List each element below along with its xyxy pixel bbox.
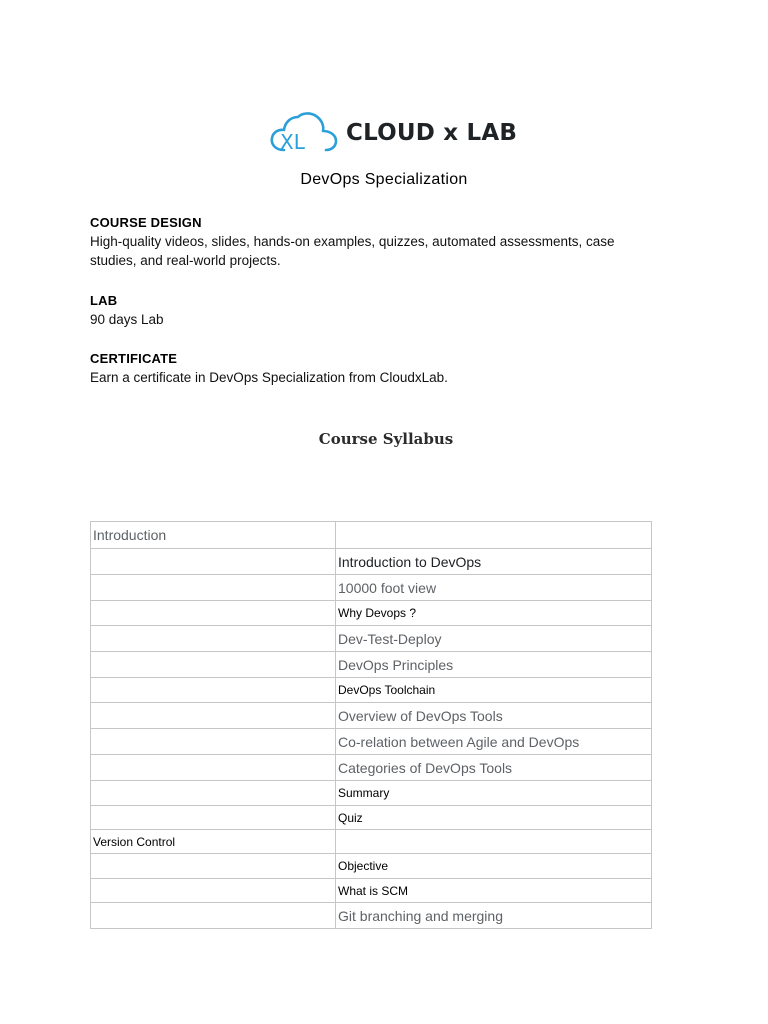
topic-cell: DevOps Toolchain bbox=[336, 678, 652, 703]
table-row bbox=[91, 575, 652, 601]
topic-cell: Overview of DevOps Tools bbox=[336, 703, 652, 729]
topic-cell: Git branching and merging bbox=[336, 903, 652, 929]
module-cell bbox=[91, 601, 336, 626]
lab-section bbox=[90, 291, 650, 329]
section-heading: COURSE DESIGN bbox=[90, 215, 202, 230]
section-heading: LAB bbox=[90, 293, 118, 308]
module-cell bbox=[91, 729, 336, 755]
table-row bbox=[91, 755, 652, 781]
topic-cell: Categories of DevOps Tools bbox=[336, 755, 652, 781]
topic-cell: Introduction to DevOps bbox=[336, 549, 652, 575]
table-row bbox=[91, 879, 652, 903]
module-cell bbox=[91, 678, 336, 703]
topic-cell: Objective bbox=[336, 854, 652, 879]
page-title: DevOps Specialization bbox=[300, 171, 468, 188]
module-cell bbox=[91, 879, 336, 903]
table-row bbox=[91, 854, 652, 879]
section-text: Earn a certificate in DevOps Specialization from CloudxLab. bbox=[90, 370, 448, 385]
module-cell: Version Control bbox=[91, 830, 336, 854]
module-cell bbox=[91, 575, 336, 601]
module-cell bbox=[91, 626, 336, 652]
topic-cell: 10000 foot view bbox=[336, 575, 652, 601]
topic-cell: Why Devops ? bbox=[336, 601, 652, 626]
section-text: 90 days Lab bbox=[90, 312, 164, 327]
topic-cell: Quiz bbox=[336, 806, 652, 830]
table-row bbox=[91, 522, 652, 549]
topic-cell bbox=[336, 522, 652, 549]
logo-brand-text: CLOUD x LAB bbox=[346, 120, 518, 146]
table-row bbox=[91, 601, 652, 626]
module-cell bbox=[91, 549, 336, 575]
module-cell bbox=[91, 781, 336, 806]
table-row bbox=[91, 703, 652, 729]
cloud-logo-icon bbox=[270, 110, 342, 156]
syllabus-title: Course Syllabus bbox=[318, 430, 454, 448]
table-row bbox=[91, 626, 652, 652]
topic-cell: Dev-Test-Deploy bbox=[336, 626, 652, 652]
topic-cell: DevOps Principles bbox=[336, 652, 652, 678]
syllabus-table bbox=[90, 521, 652, 929]
topic-cell: What is SCM bbox=[336, 879, 652, 903]
table-row bbox=[91, 830, 652, 854]
topic-cell bbox=[336, 830, 652, 854]
logo-mark-text: XL bbox=[280, 130, 305, 154]
section-text: High-quality videos, slides, hands-on examples, quizzes, automated assessments, case studies, and real-world projects. bbox=[90, 234, 615, 268]
course-design-section bbox=[90, 213, 650, 270]
module-cell bbox=[91, 755, 336, 781]
module-cell: Introduction bbox=[91, 522, 336, 549]
topic-cell: Summary bbox=[336, 781, 652, 806]
module-cell bbox=[91, 903, 336, 929]
certificate-section bbox=[90, 349, 650, 387]
module-cell bbox=[91, 854, 336, 879]
table-row bbox=[91, 781, 652, 806]
table-row bbox=[91, 806, 652, 830]
table-row bbox=[91, 652, 652, 678]
table-row bbox=[91, 903, 652, 929]
table-row bbox=[91, 729, 652, 755]
module-cell bbox=[91, 652, 336, 678]
table-row bbox=[91, 549, 652, 575]
module-cell bbox=[91, 806, 336, 830]
module-cell bbox=[91, 703, 336, 729]
topic-cell: Co-relation between Agile and DevOps bbox=[336, 729, 652, 755]
table-row bbox=[91, 678, 652, 703]
cloudxlab-logo bbox=[270, 110, 517, 156]
section-heading: CERTIFICATE bbox=[90, 351, 178, 366]
